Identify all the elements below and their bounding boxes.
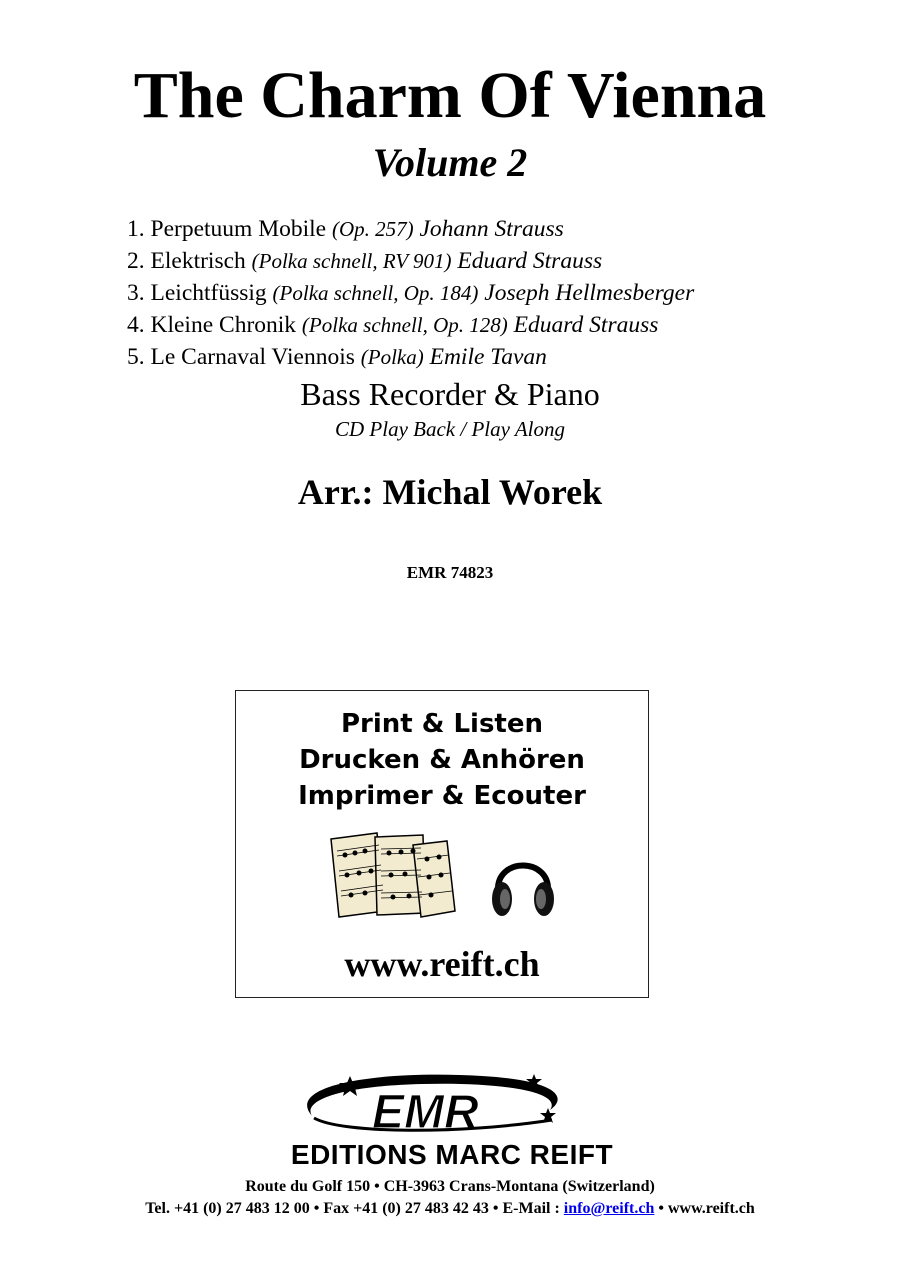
track-list xyxy=(127,213,847,373)
contact-phone-fax: Tel. +41 (0) 27 483 12 00 • Fax +41 (0) 27 483 42 43 • E-Mail : xyxy=(145,1200,564,1217)
track-title: Perpetuum Mobile xyxy=(150,216,327,242)
track-detail: (Polka schnell, RV 901) xyxy=(251,249,452,273)
email-link[interactable]: info@reift.ch xyxy=(563,1200,655,1217)
volume-subtitle: Volume 2 xyxy=(372,140,528,185)
track-number: 5. xyxy=(127,344,145,370)
track-number: 1. xyxy=(127,216,145,242)
list-item xyxy=(127,309,847,341)
contact-website: • www.reift.ch xyxy=(654,1200,755,1217)
list-item xyxy=(127,245,847,277)
track-title: Le Carnaval Viennois xyxy=(150,344,355,370)
track-title: Elektrisch xyxy=(150,248,246,274)
page-title: The Charm Of Vienna xyxy=(133,59,767,132)
instrumentation: Bass Recorder & Piano xyxy=(300,376,600,412)
list-item xyxy=(127,213,847,245)
catalog-code: EMR 74823 xyxy=(406,563,494,582)
logo-text: EMR xyxy=(372,1086,479,1139)
track-detail: (Polka schnell, Op. 184) xyxy=(272,281,479,305)
track-composer: Johann Strauss xyxy=(419,216,564,242)
track-detail: (Op. 257) xyxy=(331,217,414,241)
track-number: 2. xyxy=(127,248,145,274)
list-item xyxy=(127,341,847,373)
headphones-icon xyxy=(488,843,558,923)
promo-line-fr: Imprimer & Ecouter xyxy=(298,781,586,811)
emr-logo xyxy=(232,1070,672,1166)
publisher-contact xyxy=(0,1198,900,1220)
track-composer: Joseph Hellmesberger xyxy=(484,280,695,306)
sheet-music-icon xyxy=(329,831,459,921)
arranger: Arr.: Michal Worek xyxy=(297,472,603,512)
cd-note: CD Play Back / Play Along xyxy=(335,417,565,441)
track-composer: Eduard Strauss xyxy=(457,248,603,274)
website-text: www.reift.ch xyxy=(344,944,540,984)
track-composer: Eduard Strauss xyxy=(513,312,659,338)
list-item xyxy=(127,277,847,309)
track-number: 4. xyxy=(127,312,145,338)
track-composer: Emile Tavan xyxy=(429,344,547,370)
print-listen-box xyxy=(235,690,649,998)
track-title: Leichtfüssig xyxy=(150,280,267,306)
publisher-name: EDITIONS MARC REIFT xyxy=(290,1139,614,1166)
track-detail: (Polka) xyxy=(360,345,424,369)
track-title: Kleine Chronik xyxy=(150,312,297,338)
track-number: 3. xyxy=(127,280,145,306)
promo-line-en: Print & Listen xyxy=(340,709,544,739)
track-detail: (Polka schnell, Op. 128) xyxy=(301,313,508,337)
promo-line-de: Drucken & Anhören xyxy=(299,745,585,775)
publisher-address: Route du Golf 150 • CH-3963 Crans-Montana (Switzerland) xyxy=(245,1178,655,1195)
